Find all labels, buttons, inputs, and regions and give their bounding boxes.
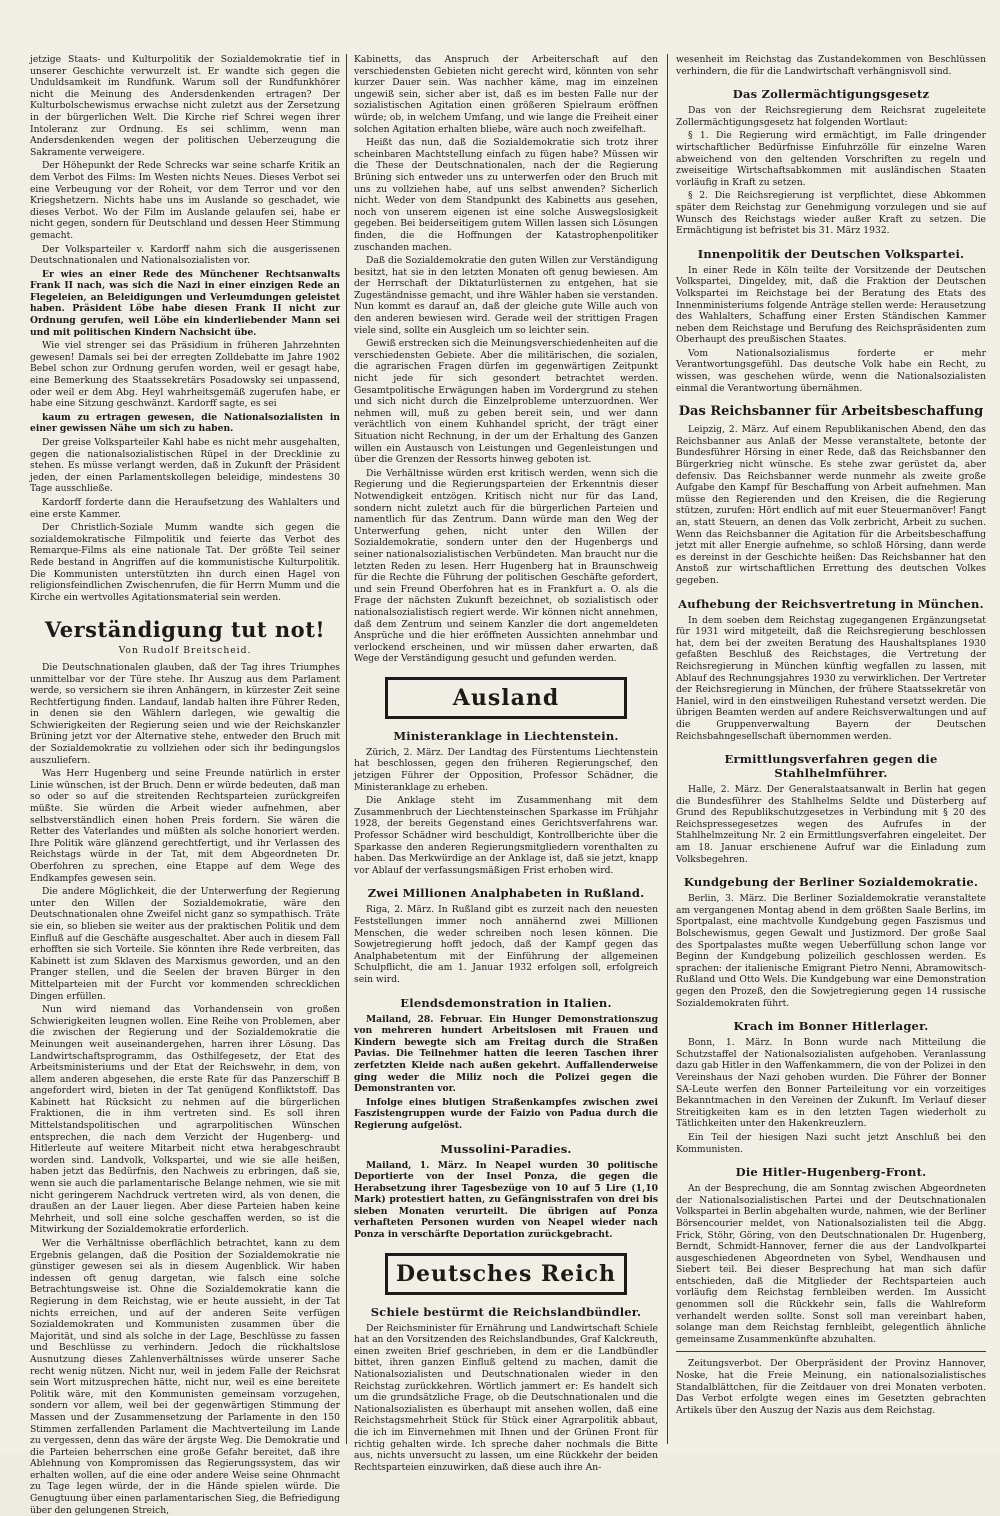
paragraph: An der Besprechung, die am Sonntag zwischen Abgeordneten der Nationalsozialistischen Partei und der Deutschnationalen Volkspartei in Berlin abgehalten wurde, nahmen, wie der Berliner Börsencourier meldet, von Nationalsozialisten teil die Abgg. Frick, Stöhr, Göring, von den Deutschnationalen Dr. Hugenberg, Berndt, Schmidt-Hannover, ferner die aus der Landvolkpartei ausgeschiedenen Abgeordneten von Sybel, Wendhausen und Siebert teil. Bei dieser Besprechung hat man sich dafür entschieden, daß die Mitglieder der Rechtsparteien auch vorläufig dem Reichstag fernbleiben werden. Im Aussicht genommen soll die Rückkehr sein, falls die Wahlreform verhandelt werden sollte. Sonst soll man vereinbart haben, solange man dem Reichstag fernbleibt, gelegentlich ähnliche gemeinsame Zusammenkünfte abzuhalten. (676, 1183, 986, 1345)
article-headline: Krach im Bonner Hitlerlager. (733, 1019, 929, 1034)
paragraph: § 2. Die Reichsregierung ist verpflichtet, diese Abkommen später dem Reichstag zur Genehmigung vorzulegen und sie auf Wunsch des Reichstags wieder außer Kraft zu setzen. Die Ermächtigung ist befristet bis 31. März 1932. (676, 190, 986, 237)
article-headline: Verständigung tut not! (44, 617, 326, 643)
paragraph: Die Anklage steht im Zusammenhang mit dem Zusammenbruch der Liechtensteinschen Sparkasse im Frühjahr 1928, der bereits Gegenstand eines Gerichtsverfahrens war. Professor Schädner wird beschuldigt, Kontrollberichte über die Sparkasse den anderen Regierungsmitgliedern vorenthalten zu haben. Das Merkwürdige an der Anklage ist, daß sie jetzt, knapp vor Ablauf der verfassungsmäßigen Frist erhoben wird. (354, 795, 658, 876)
paragraph: Bonn, 1. März. In Bonn wurde nach Mitteilung die Schutzstaffel der Nationalsozialisten aufgehoben. Veranlassung dazu gab Hitler in den Waffenkammern, die von der Polizei in den Vereinshaus der Nazi gehoben wurden. Die Führer der Bonner SA-Leute werfen den Bonner Parteileitung vor ein vorzeitiges Bekanntmachen in den Vereinen der Zukunft. Im Verlauf dieser Streitigkeiten kam es in den letzten Tagen wiederholt zu Tätlichkeiten unter den Hakenkreuzlern. (676, 1037, 986, 1130)
paragraph: Riga, 2. März. In Rußland gibt es zurzeit nach den neuesten Feststellungen immer noch annähernd zwei Millionen Menschen, die weder schreiben noch lesen können. Die Sowjetregierung hofft jedoch, daß der Kampf gegen das Analphabetentum mit der Einführung der allgemeinen Schulpflicht, die am 1. Januar 1932 erfolgen soll, erfolgreich sein wird. (354, 904, 658, 985)
article-headline: Kundgebung der Berliner Sozialdemokratie. (683, 875, 979, 890)
column-rule-left (346, 54, 347, 1444)
paragraph: Leipzig, 2. März. Auf einem Republikanischen Abend, den das Reichsbanner aus Anlaß der Messe veranstaltete, betonte der Bundesführer Hörsing in einer Rede, daß das Reichsbanner den Bürgerkrieg nicht wünsche. Es stehe zwar gerüstet da, aber defensiv. Das Reichsbanner werde nunmehr als zweite große Aufgabe den Kampf für Beschaffung von Arbeit aufnehmen. Man müsse den Regierenden und den Kreisen, die die Regierung stützen, zurufen: Hört endlich auf mit euer Steuermanöver! Fangt an, statt Steuern, an denen das Volk zerbricht, Arbeit zu suchen. Wenn das Reichsbanner die Agitation für die Arbeitsbeschaffung jetzt mit aller Energie aufnehme, so schloß Hörsing, dann werde es dereinst in der Geschichte heißen: Das Reichsbanner hat den Anstoß zur wirtschaftlichen Errettung des deutschen Volkes gegeben. (676, 424, 986, 586)
paragraph: Ein Teil der hiesigen Nazi sucht jetzt Anschluß bei den Kommunisten. (676, 1131, 986, 1155)
article-headline: Elendsdemonstration in Italien. (400, 995, 612, 1010)
paragraph: Was Herr Hugenberg und seine Freunde natürlich in erster Linie wünschen, ist der Bruch. Denn er würde bedeuten, daß man so oder so auf die streitenden Rechtsparteien zurückgreifen müßte. Sie würden die Arbeit wieder aufnehmen, aber selbstverständlich einen hohen Preis fordern. Sie wären die Retter des Vaterlandes und müßten als solche honoriert werden. Ihre Politik wäre glänzend gerechtfertigt, und ihr Verlassen des Reichstags würde in der Tat, mit dem Abgeordneten Dr. Oberfohren zu sprechen, eine Etappe auf dem Wege des Endkampfes gewesen sein. (30, 768, 340, 884)
paragraph-bold: Mailand, 28. Februar. Ein Hunger Demonstrationszug von mehreren hundert Arbeitslosen mit Frauen und Kindern bewegte sich am Freitag durch die Straßen Pavias. Die Teilnehmer hatten die leeren Taschen ihrer zerfetzten Kleide nach außen gekehrt. Auffallenderweise ging weder die Miliz noch die Polizei gegen die Demonstranten vor. (354, 1013, 658, 1095)
paragraph-bold: kaum zu ertragen gewesen, die Nationalsozialisten in einer gewissen Nähe um sich zu haben. (30, 411, 340, 435)
column-right (676, 54, 986, 1446)
column-rule-right (667, 54, 668, 1444)
article-headline: Das Zollermächtigungsgesetz (732, 87, 930, 102)
paragraph: Zürich, 2. März. Der Landtag des Fürstentums Liechtenstein hat beschlossen, gegen den früheren Regierungschef, den jetzigen Führer der Opposition, Professor Schädner, die Ministeranklage zu erheben. (354, 746, 658, 793)
paragraph: Wie viel strenger sei das Präsidium in früheren Jahrzehnten gewesen! Damals sei bei der erregten Zolldebatte im Jahre 1902 Bebel schon zur Ordnung gerufen worden, weil er gesagt habe, eine Bemerkung des Staatssekretärs Posadowsky sei unpassend, oder weil er dem Abg. Heyl wahrheitsgemäß zugerufen habe, er habe eine Sitzung geschwänzt. Kardorff sagte, es sei (30, 340, 340, 410)
paragraph: Daß die Sozialdemokratie den guten Willen zur Verständigung besitzt, hat sie in den letzten Monaten oft genug bewiesen. Am der Herrschaft der Diktaturlüsternen zu entgehen, hat sie Zugeständnisse gemacht, und ihre Wähler haben sie verstanden. Nun kommt es darauf an, daß der gleiche gute Wille auch von den anderen bewiesen wird. Gerade weil der strittigen Fragen viele sind, sollte ein Ausgleich um so leichter sein. (354, 255, 658, 336)
divider (676, 1351, 986, 1352)
article-headline: Ministeranklage in Liechtenstein. (393, 728, 619, 743)
paragraph: wesenheit im Reichstag das Zustandekommen von Beschlüssen verhindern, die für die Landwirtschaft verhängnisvoll sind. (676, 54, 986, 77)
paragraph: Die Deutschnationalen glauben, daß der Tag ihres Triumphes unmittelbar vor der Türe stehe. Ihr Auszug aus dem Parlament werde, so versichern sie ihren Anhängern, in kürzester Zeit seine Rechtfertigung finden. Landauf, landab halten ihre Führer Reden, in denen sie den Wählern darlegen, wie gewaltig die Schwierigkeiten der Regierung seien und wie der Reichskanzler Brüning jetzt vor der Alternative stehe, entweder den Bruch mit der Sozialdemokratie zu vollziehen oder sich ihr bedingungslos auszuliefern. (30, 661, 340, 766)
section-box-ausland: Ausland (385, 677, 627, 719)
paragraph: Der Reichsminister für Ernährung und Landwirtschaft Schiele hat an den Vorsitzenden des Reichslandbundes, Graf Kalckreuth, einen zweiten Brief geschrieben, in dem er die Landbündler bittet, ihren ganzen Einfluß geltend zu machen, damit die Nationalsozialisten und Deutschnationalen wieder in den Reichstag zurückkehren. Wörtlich jammert er: Es handelt sich um die grundsätzliche Frage, ob die Deutschnationalen und die Nationalsozialisten es überhaupt mit ansehen wollen, daß eine Reichstagsmehrheit Stück für Stück einer Agrarpolitik abbaut, die ich im Einvernehmen mit Ihnen und der Grünen Front für richtig gehalten wirde. Ich spreche daher nochmals die Bitte aus, nichts unversucht zu lassen, um eine Rückkehr der beiden Rechtsparteien einzuwirken, daß diese auch ihre An- (354, 1322, 658, 1473)
column-left (30, 54, 340, 1516)
paragraph: Der greise Volksparteiler Kahl habe es nicht mehr ausgehalten, gegen die nationalsozialistischen Rüpel in der Drecklinie zu stehen. Es müsse verlangt werden, daß in Zukunft der Präsident jeden, der einen Parlamentskollegen beleidige, mindestens 30 Tage ausschließe. (30, 437, 340, 495)
paragraph: Gewiß erstrecken sich die Meinungsverschiedenheiten auf die verschiedensten Gebiete. Aber die militärischen, die sozialen, die agrarischen Fragen dürfen im gegenwärtigen Zeitpunkt nicht jede für sich gesondert betrachtet werden. Gesamtpolitische Erwägungen haben im Vordergrund zu stehen und sich nicht durch die Einzelprobleme unterzuordnen. Wer nehmen will, muß zu geben bereit sein, und wer dann verächtlich von einem Kuhhandel spricht, der trägt einer Situation nicht Rechnung, in der um der Erhaltung des Ganzen willen ein Austausch von Leistungen und Gegenleistungen und über die Grenzen der Ressorts hinweg geboten ist. (354, 338, 658, 466)
paragraph: Heißt das nun, daß die Sozialdemokratie sich trotz ihrer scheinbaren Machtstellung einfach zu fügen habe? Müssen wir die These der Deutschnationalen, nach der die Regierung Brüning sich entweder uns zu unterwerfen oder den Bruch mit uns zu vollziehen habe, auf uns selbst anwenden? Sicherlich nicht. Weder von dem Standpunkt des Kabinetts aus gesehen, noch von unserem eigenen ist eine solche Auswegslosigkeit gegeben. Bei beiderseitigem gutem Willen lassen sich Lösungen finden, die die Hoffnungen der Katastrophenpolitiker zuschanden machen. (354, 137, 658, 253)
paragraph-bold: Infolge eines blutigen Straßenkampfes zwischen zwei Faszistengruppen wurde der Faizio von Padua durch die Regierung aufgelöst. (354, 1096, 658, 1131)
paragraph: § 1. Die Regierung wird ermächtigt, im Falle dringender wirtschaftlicher Bedürfnisse Einfuhrzölle für einzelne Waren abweichend von den geltenden Vorschriften zu regeln und zweiseitige Wirtschaftsabkommen mit ausländischen Staaten vorläufig in Kraft zu setzen. (676, 130, 986, 188)
article-headline: Mussolini-Paradies. (440, 1141, 572, 1156)
paragraph: Die andere Möglichkeit, die der Unterwerfung der Regierung unter den Willen der Sozialdemokratie, wäre den Deutschnationalen ohne Zweifel nicht ganz so sympathisch. Träte sie ein, so blieben sie weiter aus der praktischen Politik und dem Einfluß auf die Geschäfte ausgeschaltet. Aber auch in diesem Fall erhofften sie sich Vorteile. Sie könnten ihre Rede verbreiten, das Kabinett ist zum Sklaven des Marxismus geworden, und an den Pranger stellen, und die Seelen der braven Bürger in den Mittelparteien mit der Furcht vor kommenden schrecklichen Dingen erfüllen. (30, 886, 340, 1002)
paragraph: Kardorff forderte dann die Heraufsetzung des Wahlalters und eine erste Kammer. (30, 496, 340, 520)
article-headline: Die Hitler-Hugenberg-Front. (735, 1165, 927, 1180)
article-byline: Von Rudolf Breitscheid. (118, 645, 252, 657)
article-headline: Ermittlungsverfahren gegen die Stahlhelmführer. (724, 752, 938, 781)
paragraph: Der Höhepunkt der Rede Schrecks war seine scharfe Kritik an dem Verbot des Films: Im Westen nichts Neues. Dieses Verbot sei eine Verbeugung vor der Roheit, vor dem Terror und vor den Kriegshetzern. Nichts habe uns im Auslande so geschadet, wie dieses Verbot. Wo der Film im Auslande gelaufen sei, habe er nicht gegen, sondern für Deutschland und dessen Heer Stimmung gemacht. (30, 160, 340, 241)
paragraph: Der Volksparteiler v. Kardorff nahm sich die ausgerissenen Deutschnationalen und Nationalsozialisten vor. (30, 243, 340, 267)
article-headline: Innenpolitik der Deutschen Volkspartei. (697, 246, 965, 261)
top-margin-mark (530, 4, 690, 18)
column-middle (354, 54, 658, 1473)
paragraph: jetzige Staats- und Kulturpolitik der Sozialdemokratie tief in unserer Geschichte verwurzelt ist. Er wandte sich gegen die Unduldsamkeit im Rundfunk. Warum soll der Rundfunkhörer nicht die Meinung des Andersdenkenden ertragen? Der Kulturbolschewismus erwachse nicht zuletzt aus der Zersetzung in der bürgerlichen Welt. Die Kirche rief Schrei wegen ihrer Intoleranz zur Ordnung. Es sei schlimm, wenn man Andersdenkenden wegen der politischen Ueberzeugung die Sakramente verweigere. (30, 54, 340, 158)
paragraph: Wer die Verhältnisse oberflächlich betrachtet, kann zu dem Ergebnis gelangen, daß die Position der Sozialdemokratie nie günstiger gewesen sei als in diesem Augenblick. Wir haben indessen oft genug dargetan, wie falsch eine solche Betrachtungsweise ist. Ohne die Sozialdemokratie kann die Regierung in dem Reichstag, wie er heute aussieht, in der Tat nichts erreichen, und auf der anderen Seite verfügen Sozialdemokraten und Kommunisten zusammen über die Majorität, und sind als solche in der Lage, Beschlüsse zu fassen und Beschlüsse zu verhindern. Jedoch die rückhaltslose Ausnutzung dieses Zahlenverhältnisses würde unserer Sache recht wenig nützen. Nicht nur, weil in jedem Falle der Reichsrat sein Wort mitzusprechen hätte, nicht nur, weil es eine bereitete Politik wäre, mit den Kommunisten gemeinsam vorzugehen, sondern vor allem, weil bei der gegenwärtigen Stimmung der Massen und der Zusammensetzung der Parlamente in den 150 Stimmen zerfallenden Parlament die Machtverteilung im Lande zu vergessen, denn das wäre der ärgste Weg. Die Demokratie und die Parteien beherrschen eine große Gefahr bereitet, daß ihre Ablehnung von Kompromissen das Regierungssystem, das wir erhalten wollen, auf die eine oder andere Weise seine Ohnmacht zu Tage legen würde, der in die Hände spielen würde. Die Genugtuung über einen parlamentarischen Sieg, die Befriedigung über den gelungenen Streich, (30, 1238, 340, 1516)
article-headline: Schiele bestürmt die Reichslandbündler. (370, 1304, 642, 1319)
paragraph: Zeitungsverbot. Der Oberpräsident der Provinz Hannover, Noske, hat die Freie Meinung, ein nationalsozialistisches Standalblättchen, für die Zeitdauer von drei Monaten verboten. Das Verbot erfolgte wegen eines im Gesetzten gebrachten Artikels über den Auszug der Nazis aus dem Reichstag. (676, 1358, 986, 1416)
paragraph: Das von der Reichsregierung dem Reichsrat zugeleitete Zollermächtigungsgesetz hat folgenden Wortlaut: (676, 105, 986, 128)
paragraph: Halle, 2. März. Der Generalstaatsanwalt in Berlin hat gegen die Bundesführer des Stahlhelms Seldte und Düsterberg auf Grund des Republikschutzgesetzes in Verbindung mit § 20 des Reichspressegesetzes wegen des Aufrufes in der Stahlhelmzeitung Nr. 2 ein Ermittlungsverfahren eingeleitet. Der am 18. Januar erschienene Aufruf war die Einladung zum Volksbegehren. (676, 784, 986, 865)
paragraph: Kabinetts, das Anspruch der Arbeiterschaft auf den verschiedensten Gebieten nicht gerecht wird, könnten von sehr kurzer Dauer sein. Was nachher käme, mag im einzelnen ungewiß sein, sicher aber ist, daß es im besten Falle nur der sozialistischen Agitation einen größeren Spielraum eröffnen würde; ob, in welchem Umfang, und wie lange die Freiheit einer solchen Agitation erhalten bliebe, wäre auch noch zweifelhaft. (354, 54, 658, 135)
paragraph: Nun wird niemand das Vorhandensein von großen Schwierigkeiten leugnen wollen. Eine Reihe von Problemen, aber die zwischen der Regierung und der Sozialdemokratie die Meinungen weit auseinandergehen, harren ihrer Lösung. Das Landwirtschaftsprogramm, das Osthilfegesetz, der Etat des Arbeitsministeriums und der Etat der Reichswehr, in dem, von allem anderen abgesehen, die erste Rate für das Panzerschiff B angefordert wird, bieten in der Tat genügend Konfliktstoff. Das Kabinett hat Rücksicht zu nehmen auf die bürgerlichen Fraktionen, die in ihm vertreten sind. Es soll ihren Mittelstandspolitischen und agrarpolitischen Wünschen entsprechen, die nach dem Verzicht der Hugenberg- und Hitlerleute auf weitere Mitarbeit nicht etwa herabgeschraubt worden sind. Landvolk, Volkspartei, und wie sie alle heißen, haben jetzt das Bedürfnis, den Nachweis zu erbringen, daß sie, wenn sie auch die parlamentarische Belange nehmen, wie sie mit nicht geringerem Nachdruck vertreten wird, als von denen, die draußen an der Lauer liegen. Aber diese Parteien haben keine Mehrheit, und soll eine solche geschaffen werden, so ist die Mitwirkung der Sozialdemokratie erforderlich. (30, 1004, 340, 1236)
paragraph: In einer Rede in Köln teilte der Vorsitzende der Deutschen Volkspartei, Dingeldey, mit, daß die Fraktion der Deutschen Volkspartei im Reichstage bei der Beratung des Etats des Innenministeriums folgende Anträge stellen werde: Herausetzung des Wahlalters, Schaffung einer Ersten Ständischen Kammer neben dem Reichstage und Berufung des Reichspräsidenten zum Oberhaupt des preußischen Staates. (676, 264, 986, 346)
article-headline: Das Reichsbanner für Arbeitsbeschaffung (678, 404, 984, 420)
paragraph-bold: Er wies an einer Rede des Münchener Rechtsanwalts Frank II nach, was sich die Nazi in einer einzigen Rede an Flegeleien, an Beleidigungen und Verleumdungen geleistet haben. Präsident Löbe habe diesen Frank II nicht zur Ordnung gerufen, weil Löbe ein kinderliebender Mann sei und mit politischen Kindern Nachsicht übe. (30, 268, 340, 338)
section-box-deutsches-reich: Deutsches Reich (385, 1253, 627, 1295)
paragraph: Vom Nationalsozialismus forderte er mehr Verantwortungsgefühl. Das deutsche Volk habe ein Recht, zu wissen, was geschehen würde, wenn die Nationalsozialisten einmal die Verantwortung übernähmen. (676, 347, 986, 394)
paragraph-bold: Mailand, 1. März. In Neapel wurden 30 politische Deportierte von der Insel Ponza, die gegen die Herabsetzung ihrer Tagesbezüge von 10 auf 5 Lire (1,10 Mark) protestiert hatten, zu Gefängnisstrafen von drei bis sieben Monaten verurteilt. Die übrigen auf Ponza verhafteten Personen wurden von Neapel wieder nach Ponza in verschärfte Deportation zurückgebracht. (354, 1159, 658, 1241)
paragraph: Berlin, 3. März. Die Berliner Sozialdemokratie veranstaltete am vergangenen Montag abend in dem größten Saale Berlins, im Sportpalast, eine machtvolle Kundgebung gegen Faszismus und Bolschewismus, gegen Gewalt und Justizmord. Der große Saal des Sportpalastes mußte wegen Ueberfüllung schon lange vor Beginn der Kundgebung polizeilich geschlossen werden. Es sprachen: der italienische Emigrant Pietro Nenni, Abramowitsch-Rußland und Otto Wels. Die Kundgebung war eine Demonstration gegen den Prozeß, den die Sowjetregierung gegen 14 russische Sozialdemokraten führt. (676, 893, 986, 1009)
paragraph: In dem soeben dem Reichstag zugegangenen Ergänzungsetat für 1931 wird mitgeteilt, daß die Reichsregierung beschlossen hat, dem bei der zweiten Beratung des Haushaltsplanes 1930 gefaßten Beschluß des Reichstages, die Vertretung der Reichsregierung in München künftig wegfallen zu lassen, mit Ablauf des Rechnungsjahres 1930 zu verwirklichen. Der Vertreter der Reichsregierung in München, der frühere Staatssekretär von Haniel, wird in den einstweiligen Ruhestand versetzt werden. Die übrigen Beamten werden auf andere Reichsverwaltungen und auf die Gruppenverwaltung Bayern der Deutschen Reichsbahngesellschaft übernommen werden. (676, 614, 986, 742)
paragraph: Der Christlich-Soziale Mumm wandte sich gegen die sozialdemokratische Filmpolitik und feierte das Verbot des Remarque-Films als eine nationale Tat. Der größte Teil seiner Rede bestand in Angriffen auf die kommunistische Kulturpolitik. Die Kommunisten unterstützten ihn durch einen Hagel von religionsfeindlichen Zwischenrufen, die für Herrn Mumm und die Kirche ein wertvolles Agitationsmaterial sein werden. (30, 522, 340, 603)
paragraph: Die Verhältnisse würden erst kritisch werden, wenn sich die Regierung und die Regierungsparteien der Erkenntnis dieser Notwendigkeit entzögen. Kritisch nicht nur für das Land, sondern nicht zuletzt auch für die bürgerlichen Parteien und namentlich für das Zentrum. Dann würde man den Weg der Unterwerfung gehen, nicht unter den Willen der Sozialdemokratie, sondern unter den der Hugenbergs und seiner nationalsozialistischen Verbündeten. Man braucht nur die letzten Reden zu lesen. Herr Hugenberg hat in Braunschweig für die Rechte die Führung der politischen Geschäfte gefordert, und sein Freund Oberfohren hat es in Frankfurt a. O. als die Frage der nächsten Zukunft bezeichnet, ob sozialistisch oder nationalsozialistisch regiert werde. Wir können nicht annehmen, daß dem Zentrum und seinem Kanzler die dort angemeldeten Ansprüche und die hier eröffneten Aussichten annehmbar und verlockend erscheinen, und wir müssen daher erwarten, daß Wege der Verständigung gesucht und gefunden werden. (354, 467, 658, 665)
article-headline: Zwei Millionen Analphabeten in Rußland. (367, 886, 645, 901)
article-headline: Aufhebung der Reichsvertretung in München. (678, 596, 984, 611)
